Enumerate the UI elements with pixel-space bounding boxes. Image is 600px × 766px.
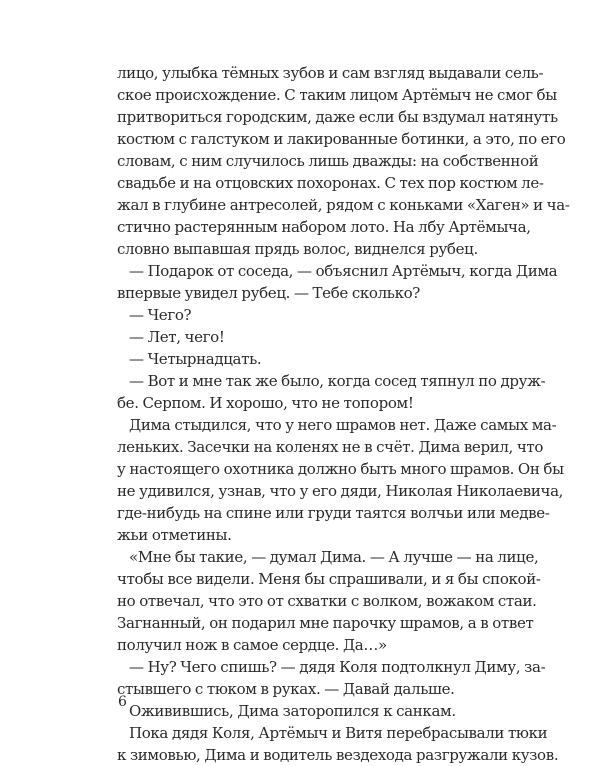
paragraph [117, 62, 570, 260]
paragraph [117, 348, 510, 370]
text-line: получил нож в самое сердце. Да…» [117, 636, 387, 654]
paragraph [117, 370, 546, 414]
text-line: — Подарок от соседа, — объяснил Артёмыч, когда Дима [129, 262, 558, 280]
paragraph [117, 546, 541, 656]
text-line: у настоящего охотника должно быть много шрамов. Он бы [117, 460, 564, 478]
text-line: но отвечал, что это от схватки с волком, вожаком стаи. [117, 592, 537, 610]
text-line: Оживившись, Дима заторопился к санкам. [129, 702, 456, 720]
text-line: чтобы все видели. Меня бы спрашивали, и я бы спокой- [117, 570, 541, 588]
text-line: лицо, улыбка тёмных зубов и сам взгляд выдавали сель- [117, 64, 544, 82]
text-line: Пока дядя Коля, Артёмыч и Витя перебрасывали тюки [129, 724, 548, 742]
text-line: где-нибудь на спине или груди таятся волчьи или медве- [117, 504, 550, 522]
text-line: «Мне бы такие, — думал Дима. — А лучше — на лице, [129, 548, 539, 566]
paragraph [117, 722, 559, 766]
text-line: жал в глубине антресолей, рядом с коньками «Хаген» и ча- [117, 196, 570, 214]
text-line: леньких. Засечки на коленях не в счёт. Дима верил, что [117, 438, 544, 456]
text-line: Загнанный, он подарил мне парочку шрамов, а в ответ [117, 614, 534, 632]
paragraph [117, 414, 564, 546]
text-line: не удивился, узнав, что у его дяди, Николая Николаевича, [117, 482, 564, 500]
text-line: стично растерянным набором лото. На лбу Артёмыча, [117, 218, 531, 236]
text-line: ское происхождение. С таким лицом Артёмыч не смог бы [117, 86, 557, 104]
paragraph [117, 260, 558, 304]
text-line: словам, с ним случилось лишь дважды: на собственной [117, 152, 539, 170]
text-line: — Лет, чего! [129, 328, 225, 346]
text-line: бе. Серпом. И хорошо, что не топором! [117, 394, 414, 412]
text-line: — Чего? [129, 306, 192, 324]
page-number: 6 [118, 694, 127, 710]
text-line: Дима стыдился, что у него шрамов нет. Даже самых ма- [129, 416, 557, 434]
text-line: — Ну? Чего спишь? — дядя Коля подтолкнул Диму, за- [129, 658, 546, 676]
text-line: стывшего с тюком в руках. — Давай дальше. [117, 680, 455, 698]
text-line: жьи отметины. [117, 526, 232, 544]
paragraph [117, 700, 510, 722]
text-line: — Вот и мне так же было, когда сосед тяпнул по друж- [129, 372, 546, 390]
paragraph [117, 656, 546, 700]
text-line: притвориться городским, даже если бы вздумал натянуть [117, 108, 558, 126]
text-line: свадьбе и на отцовских похоронах. С тех пор костюм ле- [117, 174, 544, 192]
text-line: костюм с галстуком и лакированные ботинки, а это, по его [117, 130, 566, 148]
paragraph [117, 326, 510, 348]
paragraph [117, 304, 510, 326]
text-line: к зимовью, Дима и водитель вездехода разгружали кузов. [117, 746, 559, 764]
page-body [117, 62, 570, 766]
text-line: словно выпавшая прядь волос, виднелся рубец. [117, 240, 478, 258]
text-line: — Четырнадцать. [129, 350, 262, 368]
text-line: впервые увидел рубец. — Тебе сколько? [117, 284, 420, 302]
